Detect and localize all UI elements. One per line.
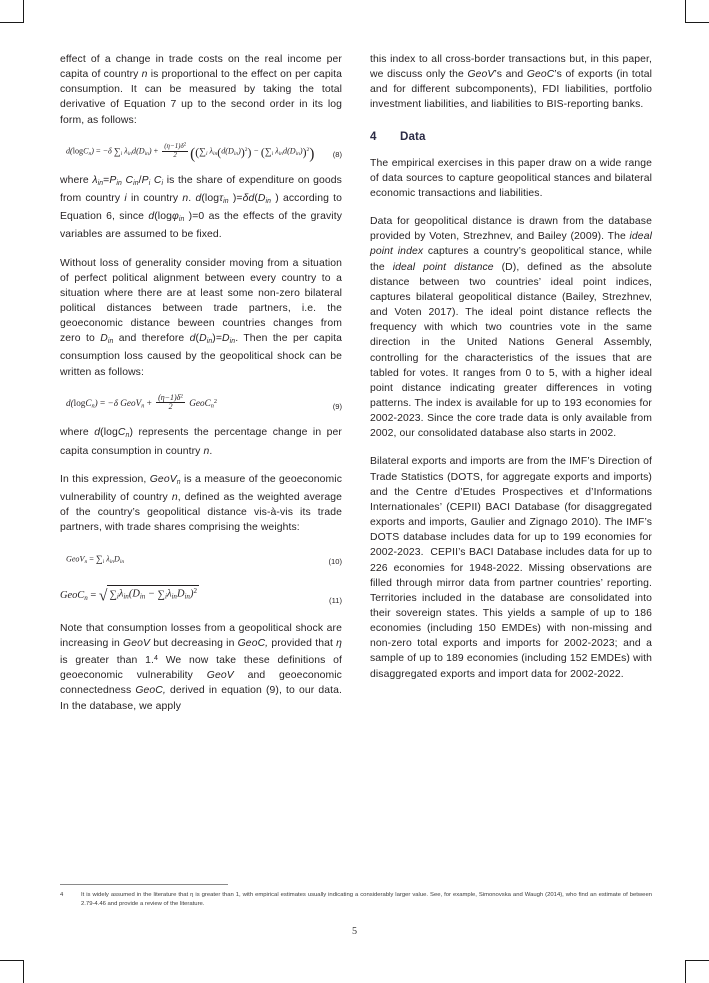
equation-9-expression: d(logCn) = −δ GeoVn + $\frac{(\eta-1)\delta^2}{2}$ GeoCn$^2$	[66, 393, 217, 412]
equation-8-expression: d(logCn) = −δ ∑i λind(Din) + $\frac{(\eta-1)\delta^2}{2}$ ((∑i $\lambda in(d(Din))^2) - (\sum i$ λind(Din))$^2$)	[66, 142, 315, 163]
right-column	[370, 52, 652, 682]
two-column-layout	[60, 52, 652, 852]
footnote-item	[60, 891, 652, 910]
left-column	[60, 52, 342, 714]
paragraph: where d(logC$_n$) represents the percentage change in per capita consumption in country n.	[60, 427, 342, 457]
paragraph: this index to all cross-border transactions but, in this paper, we discuss only the GeoV’s and GeoC’s of exports (in total and for different subcomponents), FDI liabilities, portfolio investment liabilities, and liabilities to BIS-reporting banks.	[370, 54, 652, 111]
equation-8-tag: (8)	[332, 149, 342, 159]
paragraph: The empirical exercises in this paper draw on a wide range of data sources to capture geopolitical stances and bilateral economic transactions and liabilities.	[370, 157, 652, 199]
paragraph: Note that consumption losses from a geopolitical shock are increasing in GeoV but decreasing in GeoC, provided that η is greater than 1.$^4$ We now take these definitions of geoeconomic vulnerability GeoV and geoeconomic connectedness GeoC, derived in equation (9), to our data. In the database, we apply	[60, 622, 342, 712]
equation-9	[60, 393, 342, 413]
footnote-area	[60, 884, 652, 910]
footnote-separator-rule	[60, 884, 228, 885]
paragraph: In this expression, GeoV$_n$ is a measure of the geoeconomic vulnerability of country n, defined as the weighted average of the country’s geopolitical distance vis-à-vis its trade partners, with trade shares comprising the weights:	[60, 473, 342, 534]
equation-10-tag: (10)	[328, 556, 342, 566]
paragraph: Data for geopolitical distance is drawn from the database provided by Voten, Strezhnev, and Bailey (2009). The ideal point index captures a country’s geopolitical stance, while the ideal point distance (D), defined as the absolute distance between two countries’ ideal point indices, captures bilateral geopolitical distance (Bailey, Strezhnev, and Voten 2017). The ideal point distance reflects the frequency with which two countries vote in the same direction in the United Nations General Assembly, controlling for the characteristics of the issues that are tabled for votes. It ranges from 0 to 5, with a higher ideal point distance indicating greater differences in voting patterns. The index is available for up to 193 economies for 2002-2023. Since the core trade data is only available from 2002, our consolidated database also starts in 2002.	[370, 216, 652, 440]
page-number: 5	[351, 926, 358, 937]
section-heading	[370, 130, 652, 143]
paragraph: Bilateral exports and imports are from the IMF’s Direction of Trade Statistics (DOTS, for aggregate exports and imports) and the Centre d’Etudes Prospectives et d’Informations Internationales’ (CEPII) BACI Database (for disaggregated exports and imports, Gaulier and Zignago 2010). The IMF’s DOTS database includes data for up to 199 economies for 2002-2023. CEPII’s BACI Database includes data for up to 226 economies for 1948-2022. Missing observations are filled through mirror data from partner countries’ reporting. Territories included in the database are consolidated into their sovereign states. This yields a sample of up to 186 economies (including 150 EMDEs) with non-missing and non-zero total exports and imports for 2002-2023; and a sample of up to 189 economies (including 152 EMDEs) with disaggregated exports and import data for 2002-2022.	[370, 456, 652, 680]
equation-9-tag: (9)	[332, 402, 342, 412]
footnote-text: It is widely assumed in the literature that η is greater than 1, with empirical estimates usually indicating a considerably larger value. See, for example, Simonovska and Waugh (2014), who find an estimate of between 2.79-4.46 and provide a review of the literature.	[81, 892, 652, 908]
paragraph: where $\lambda_{in}=P_{in}$ $C_{in}/P_i$ $C_i$ is the share of expenditure on goods from country i in country n. d(logτ$_{in}$ )$=\delta d(D_{in}$ ) according to Equation 6, since d(logφ$_{in}$ )=0 as the effects of the gravity variables are assumed to be fixed.	[60, 174, 343, 241]
equation-10-expression: GeoVn = ∑i λinDin	[66, 554, 125, 566]
equation-11	[60, 585, 342, 606]
equation-8	[60, 141, 342, 163]
equation-11-tag: (11)	[329, 595, 342, 605]
footnote-number: 4	[60, 892, 64, 898]
paragraph: Without loss of generality consider moving from a situation of perfect political alignment between every country to a situation where there are at least some non-zero bilateral political distances between trade partners, i.e. the geoeconomic distance beween countries changes from zero to $D_{in}$ and therefore $d(D_{in})=D_{in}$. Then the per capita consumption loss caused by the geopolitical shock can be written as follows:	[60, 257, 342, 378]
section-title: Data	[400, 129, 426, 143]
section-number: 4	[370, 129, 377, 143]
paragraph: effect of a change in trade costs on the real income per capita of country n is proportional to the effect on per capita consumption. It can be measured by taking the total derivative of Equation 7 up to the second order in its log form, as follows:	[60, 54, 342, 126]
equation-11-expression: GeoCn = √ ∑iλin(Din − ∑iλinDin)$^2$	[60, 586, 197, 605]
equation-10	[60, 549, 342, 567]
